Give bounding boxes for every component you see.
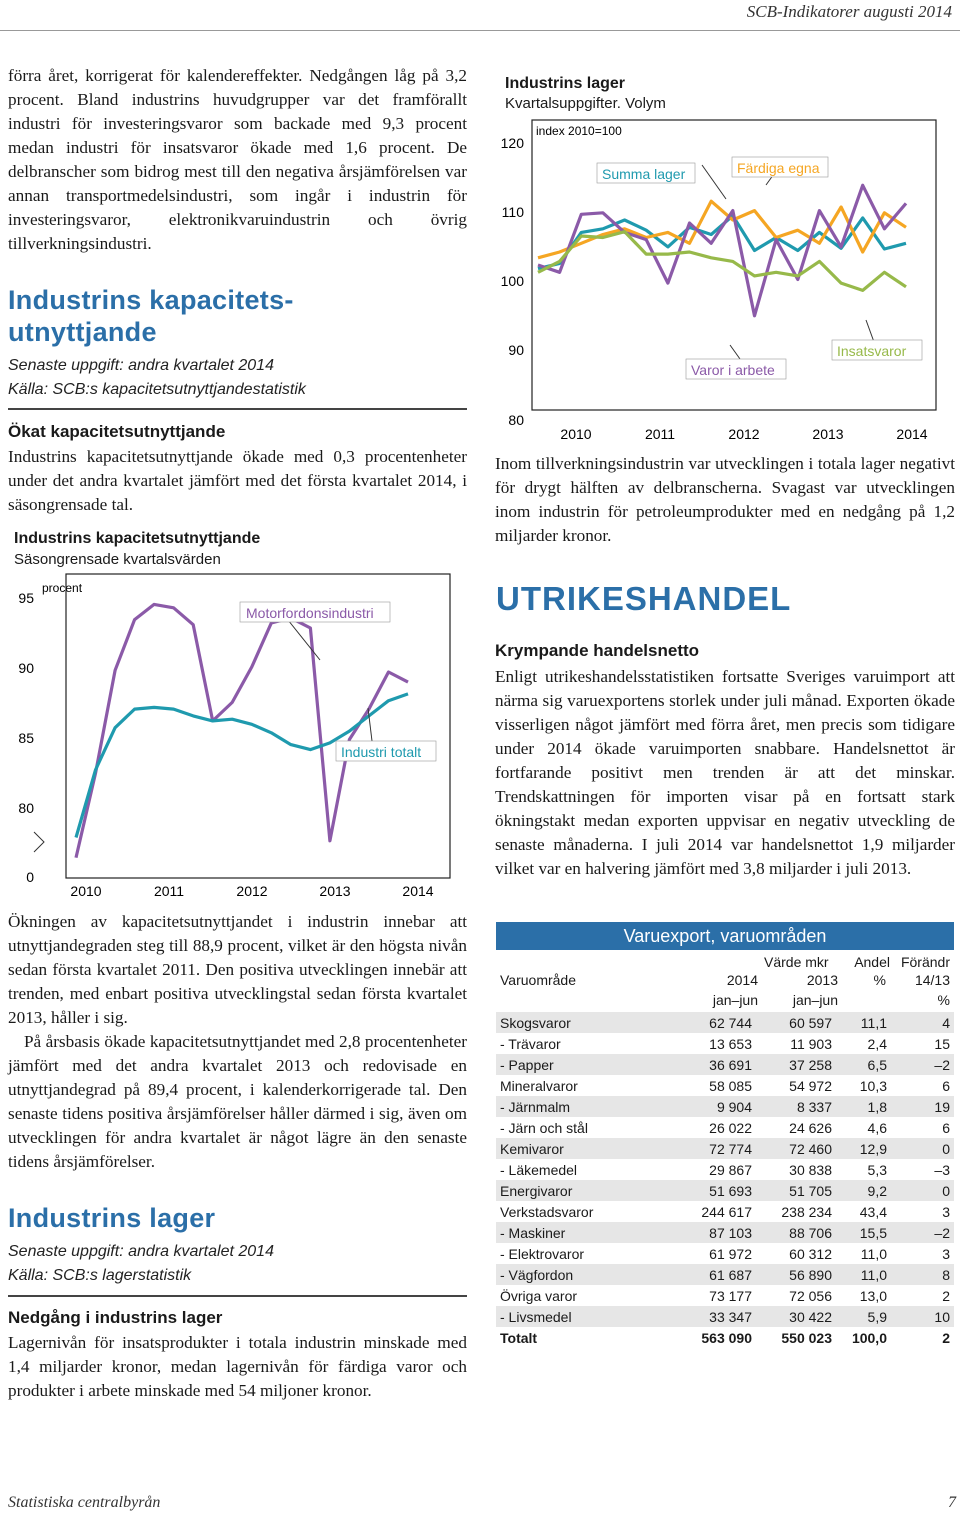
table-cell-value: 51 705 [756, 1180, 836, 1201]
trade-title: UTRIKESHANDEL [496, 580, 792, 617]
table-cell-value: 1,8 [836, 1096, 891, 1117]
y-tick-label: 100 [500, 273, 524, 289]
col-head-2014-period: jan–jun [712, 992, 758, 1008]
table-cell-value: 88 706 [756, 1222, 836, 1243]
table-cell-value: 24 626 [789, 1119, 832, 1136]
export-table [496, 1012, 954, 1348]
x-tick-label: 2011 [153, 883, 185, 899]
capacity-meta-source: Källa: SCB:s kapacitetsutnyttjandestatistik [8, 381, 306, 398]
intro-paragraph: förra året, korrigerat för kalendereffekter. Nedgången låg på 3,2 procent. Bland industrins huvudgrupper var det framförallt industri för investeringsvaror som backade med 9,3 procent medan industri för insatsvaror ökade med 1,6 procent. De delbranscher som bidrog mest till den negativa årsjämförelsen var annan transportmedelsindustri, som ingår i industrin för investeringsvaror, elektronikvaruindustrin och övrig tillverkningsindustri. [8, 66, 467, 253]
table-cell-value: 9 904 [646, 1096, 756, 1117]
table-cell-value: 11 903 [790, 1035, 832, 1052]
capacity-title-line1: Industrins kapacitets- [8, 285, 294, 315]
table-cell-value: 72 460 [756, 1138, 836, 1159]
col-head-change-period: 14/13 [914, 972, 950, 988]
table-cell-area: Kemivaror [496, 1138, 646, 1159]
x-tick-label: 2011 [644, 426, 676, 442]
fardiga-series-label: Färdiga egna [737, 160, 820, 176]
arbete-label-leader [730, 345, 740, 359]
table-cell-value: 26 022 [709, 1119, 752, 1136]
capacity-subheading: Ökat kapacitetsutnyttjande [8, 422, 226, 441]
table-cell-area: Skogsvaror [496, 1012, 646, 1033]
table-cell-value: 12,9 [836, 1138, 891, 1159]
col-head-2013: 2013 [806, 972, 838, 988]
summa-series-label: Summa lager [602, 166, 686, 182]
table-cell-value: 30 422 [756, 1306, 836, 1327]
stock-rule [8, 1295, 467, 1297]
table-cell-area: Mineralvaror [500, 1077, 578, 1094]
table-cell-area: Övriga varor [500, 1287, 578, 1304]
table-row [496, 1306, 954, 1327]
capacity-chart-unit: procent [42, 581, 83, 595]
table-cell-value: 10,3 [859, 1077, 887, 1094]
stock-subheading: Nedgång i industrins lager [8, 1308, 223, 1327]
x-tick-label: 2014 [896, 426, 928, 442]
table-row [496, 1222, 954, 1243]
table-cell-area: - Järn och stål [500, 1119, 588, 1136]
x-tick-label: 2013 [812, 426, 844, 442]
capacity-para-2: På årsbasis ökade kapacitetsutnyttjandet med 2,8 procentenheter jämfört med det andra kvartalet 2013 och redovisade en utnyttjandegrad på 89,4 procent, i kalenderkorrigerade tal. Den senaste tidens positiva årsjämförelser håller därmed i sig, även om utvecklingen för andra kvartalet är något lägre än den senaste tidens årsjämförelser. [8, 1032, 467, 1171]
table-cell-value: 73 177 [709, 1287, 752, 1304]
table-cell-area: Totalt [500, 1329, 538, 1346]
table-cell-value: 72 056 [789, 1287, 832, 1304]
y-tick-label: 80 [18, 800, 34, 816]
table-cell-area: - Trävaror [500, 1035, 561, 1052]
header-rule [0, 30, 960, 31]
table-cell-value: 15,5 [836, 1222, 891, 1243]
capacity-chart-subtitle: Säsongrensade kvartalsvärden [14, 551, 221, 568]
table-cell-value: 6 [942, 1119, 950, 1136]
y-tick-label: 120 [500, 135, 524, 151]
table-row [496, 1117, 954, 1138]
table-row [496, 1012, 954, 1033]
table-cell-value: 51 693 [646, 1180, 756, 1201]
table-cell-value: 15 [934, 1035, 950, 1052]
table-cell-value: 61 972 [709, 1245, 752, 1262]
table-cell-area: - Maskiner [496, 1222, 646, 1243]
table-row [496, 1159, 954, 1180]
series-line-insatsvaror [538, 232, 906, 291]
col-head-value-group: Värde mkr [764, 954, 829, 970]
table-cell-value: 56 890 [756, 1264, 836, 1285]
capacity-chart [0, 570, 470, 905]
col-head-share: Andel [854, 954, 890, 970]
table-cell-area: Verkstadsvaror [500, 1203, 594, 1220]
capacity-title-line2: utnyttjande [8, 317, 157, 347]
table-cell-area: - Läkemedel [500, 1161, 578, 1178]
x-tick-label: 2013 [319, 883, 351, 899]
table-cell-value: 4,6 [867, 1119, 887, 1136]
y-tick-label: 90 [508, 342, 524, 358]
table-cell-value: 43,4 [859, 1203, 887, 1220]
y-tick-label: 85 [18, 730, 34, 746]
table-cell-value: 6,5 [836, 1054, 891, 1075]
table-row [496, 1033, 954, 1054]
table-cell-value: 244 617 [701, 1203, 752, 1220]
stock-meta-source: Källa: SCB:s lagerstatistik [8, 1267, 192, 1284]
export-table-header [496, 952, 954, 1012]
table-cell-value: 550 023 [781, 1329, 832, 1346]
export-table-title: Varuexport, varuområden [496, 922, 954, 950]
series-line-varor-i-arbete [538, 185, 906, 315]
insats-label-leader [866, 320, 874, 342]
page-number: 7 [948, 1494, 956, 1511]
y-tick-label: 110 [501, 204, 524, 220]
table-cell-value: 9,2 [836, 1180, 891, 1201]
stock-meta-latest: Senaste uppgift: andra kvartalet 2014 [8, 1243, 274, 1260]
table-cell-value: 8 [891, 1264, 954, 1285]
table-row [496, 1264, 954, 1285]
table-cell-value: 2 [942, 1287, 950, 1304]
table-cell-value: 54 972 [789, 1077, 832, 1094]
stock-chart-subtitle: Kvartalsuppgifter. Volym [505, 95, 666, 112]
table-row [496, 1180, 954, 1201]
insats-series-label: Insatsvaror [837, 343, 907, 359]
table-cell-value: 11,0 [836, 1264, 891, 1285]
y-tick-label: 90 [18, 660, 34, 676]
stock-after-chart: Inom tillverkningsindustrin var utvecklingen i totala lager negativt för drygt hälften av delbranscherna. Svagast var utvecklingen inom industrin för petroleumprodukter med en nedgång på 1,2 miljarder kronor. [495, 454, 955, 545]
stock-chart-title: Industrins lager [505, 75, 626, 92]
stock-section-header [8, 1202, 478, 1288]
table-cell-value: 13 653 [709, 1035, 752, 1052]
table-cell-value: 30 838 [789, 1161, 832, 1178]
table-cell-area: - Papper [496, 1054, 646, 1075]
x-tick-label: 2010 [70, 883, 102, 899]
table-cell-value: 0 [891, 1180, 954, 1201]
table-cell-value: 3 [942, 1203, 950, 1220]
stock-paragraph: Lagernivån för insatsprodukter i totala industrin minskade med 1,4 miljarder kronor, medan lagernivån för färdiga varor och produkter i arbete minskade med 54 miljoner kronor. [8, 1333, 467, 1400]
series-line-industri-totalt [76, 694, 408, 838]
summa-label-leader [702, 165, 726, 199]
table-cell-value: 2,4 [867, 1035, 887, 1052]
axis-break-mark [34, 832, 44, 852]
table-row [496, 1138, 954, 1159]
arbete-series-label: Varor i arbete [691, 362, 775, 378]
table-cell-value: 60 312 [789, 1245, 832, 1262]
table-cell-area: Energivaror [496, 1180, 646, 1201]
capacity-chart-title: Industrins kapacitetsutnyttjande [14, 530, 261, 547]
trade-subheading: Krympande handelsnetto [495, 641, 700, 660]
table-cell-area: - Vägfordon [496, 1264, 646, 1285]
table-cell-value: 238 234 [781, 1203, 832, 1220]
table-cell-value: 2 [942, 1329, 950, 1346]
table-cell-value: 8 337 [756, 1096, 836, 1117]
table-cell-value: 58 085 [709, 1077, 752, 1094]
capacity-rule [8, 408, 467, 410]
table-cell-value: –2 [891, 1222, 954, 1243]
export-table-block [496, 922, 954, 1348]
table-row [496, 1201, 954, 1222]
stock-chart [494, 115, 956, 450]
table-cell-value: 61 687 [646, 1264, 756, 1285]
table-cell-value: 87 103 [646, 1222, 756, 1243]
stock-title: Industrins lager [8, 1203, 216, 1233]
x-tick-label: 2010 [560, 426, 592, 442]
table-cell-value: 4 [891, 1012, 954, 1033]
table-row [496, 1075, 954, 1096]
table-cell-value: 37 258 [756, 1054, 836, 1075]
table-row [496, 1327, 954, 1348]
total-series-label: Industri totalt [341, 744, 422, 760]
trade-paragraph: Enligt utrikeshandelsstatistiken fortsatte Sveriges varuimport att närma sig varuexportens storlek under juli månad. Exporten ökade visserligen något jämfört med förra året, men precis som tidigare under 2014 ökade varuimporten snabbare. Handelsnettot är fortfarande positivt men trenden är att det minskar. Trendskattningen för importen visar på en fortsatt stark ökningstakt medan exporten uppvisar en negativ utveckling de senaste månaderna. I juli 2014 var handelsnettot 1,9 miljarder vilket var en halvering jämfört med 3,8 miljarder i juli 2013. [495, 667, 955, 878]
table-cell-value: 60 597 [756, 1012, 836, 1033]
x-tick-label: 2012 [728, 426, 760, 442]
table-cell-value: 5,3 [867, 1161, 887, 1178]
col-head-share-unit: % [873, 972, 886, 988]
series-line-motorfordonsindustri [76, 604, 408, 857]
capacity-intro: Industrins kapacitetsutnyttjande ökade med 0,3 procentenheter under det andra kvartalet jämfört med det första kvartalet 2014, i säsongrensade tal. [8, 447, 467, 514]
running-header: SCB-Indikatorer augusti 2014 [746, 2, 952, 21]
table-cell-value: 13,0 [859, 1287, 887, 1304]
capacity-para-1: Ökningen av kapacitetsutnyttjandet i industrin innebar att utnyttjandegraden steg till 88,9 procent, vilket är den högsta nivån sedan första kvartalet 2011. Den positiva utvecklingen innebär att trenden, med enbart positiva utvecklingstal sedan första kvartalet 2013, håller i sig. [8, 912, 467, 1027]
table-cell-value: 62 744 [646, 1012, 756, 1033]
col-head-change: Förändr [900, 954, 950, 970]
table-cell-value: 0 [891, 1138, 954, 1159]
table-cell-value: 563 090 [701, 1329, 752, 1346]
table-cell-value: 11,0 [860, 1245, 887, 1262]
capacity-section-header [8, 284, 478, 402]
table-cell-value: 29 867 [709, 1161, 752, 1178]
table-cell-value: 36 691 [646, 1054, 756, 1075]
col-head-2013-period: jan–jun [792, 992, 838, 1008]
table-cell-value: 100,0 [851, 1329, 887, 1346]
table-cell-value: 11,1 [836, 1012, 891, 1033]
table-cell-value: 33 347 [646, 1306, 756, 1327]
footer-publisher: Statistiska centralbyrån [8, 1494, 161, 1511]
y-tick-label: 0 [26, 869, 34, 885]
col-head-change-unit: % [937, 992, 950, 1008]
y-tick-label: 80 [508, 412, 524, 428]
col-head-2014: 2014 [726, 972, 758, 988]
stock-chart-unit: index 2010=100 [536, 124, 622, 138]
table-cell-area: - Järnmalm [496, 1096, 646, 1117]
table-row [496, 1243, 954, 1264]
table-cell-value: 19 [891, 1096, 954, 1117]
table-cell-value: 10 [891, 1306, 954, 1327]
x-tick-label: 2012 [236, 883, 268, 899]
table-cell-area: - Livsmedel [496, 1306, 646, 1327]
table-cell-value: –2 [891, 1054, 954, 1075]
table-cell-value: 6 [942, 1077, 950, 1094]
capacity-body [8, 910, 467, 1174]
motor-series-label: Motorfordonsindustri [246, 605, 374, 621]
table-cell-value: 5,9 [836, 1306, 891, 1327]
capacity-meta-latest: Senaste uppgift: andra kvartalet 2014 [8, 357, 274, 374]
y-tick-label: 95 [18, 590, 34, 606]
table-cell-value: –3 [934, 1161, 950, 1178]
table-row [496, 1054, 954, 1075]
col-head-area: Varuområde [500, 972, 577, 988]
table-row [496, 1285, 954, 1306]
table-cell-value: 72 774 [646, 1138, 756, 1159]
table-cell-value: 3 [942, 1245, 950, 1262]
table-row [496, 1096, 954, 1117]
table-cell-area: - Elektrovaror [500, 1245, 585, 1262]
x-tick-label: 2014 [402, 883, 434, 899]
